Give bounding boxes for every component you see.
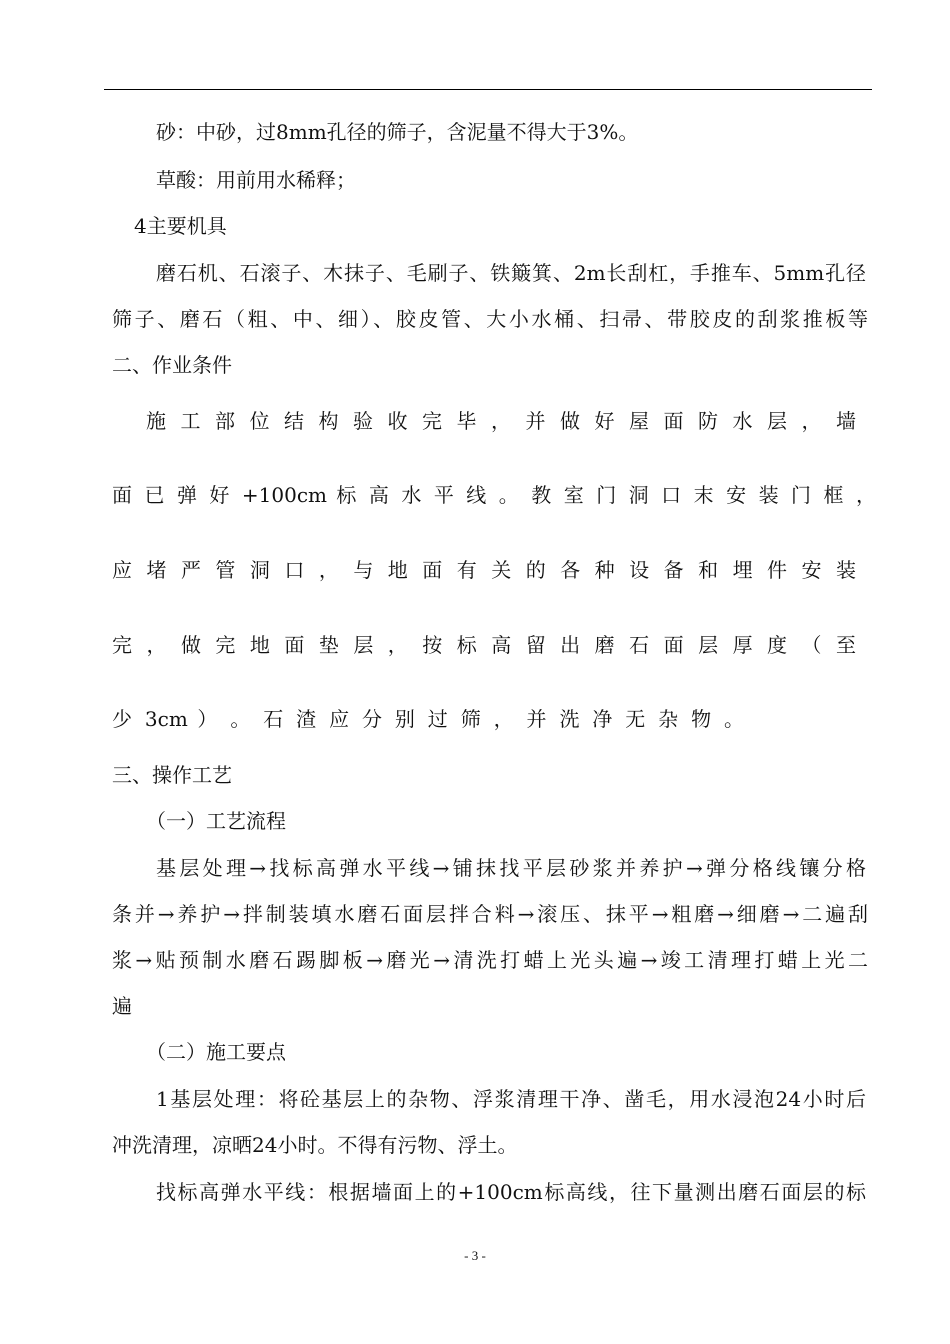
paragraph-line: 草酸：用前用水稀释； (156, 168, 356, 192)
paragraph-line: 少 3cm ） 。 石 渣 应 分 别 过 筛 ， 并 洗 净 无 杂 物 。 (112, 707, 744, 731)
section-heading: 二、作业条件 (112, 353, 232, 377)
page-number: - 3 - (464, 1248, 486, 1263)
header-rule (104, 89, 872, 90)
paragraph-line: 1基层处理：将砼基层上的杂物、浮浆清理干净、凿毛，用水浸泡24小时后 (156, 1087, 866, 1111)
paragraph-line: 条并→养护→拌制装填水磨石面层拌合料→滚压、抹平→粗磨→细磨→二遍刮 (112, 902, 868, 926)
paragraph-line: 浆→贴预制水磨石踢脚板→磨光→清洗打蜡上光头遍→竣工清理打蜡上光二 (112, 948, 868, 972)
section-heading: 三、操作工艺 (112, 763, 232, 787)
paragraph-line: 施 工 部 位 结 构 验 收 完 毕 ， 并 做 好 屋 面 防 水 层 ， 墙 (146, 409, 856, 433)
paragraph-line: 面 已 弹 好 +100cm 标 高 水 平 线 。 教 室 门 洞 口 末 安 装 门 框 ， (112, 483, 876, 507)
paragraph-line: 完 ， 做 完 地 面 垫 层 ， 按 标 高 留 出 磨 石 面 层 厚 度 （ 至 (112, 633, 856, 657)
paragraph-line: 砂：中砂，过8mm孔径的筛子，含泥量不得大于3%。 (156, 120, 639, 144)
subsection-heading: （二）施工要点 (146, 1040, 286, 1064)
paragraph-line: 遍 (112, 994, 132, 1018)
subsection-heading: （一）工艺流程 (146, 809, 286, 833)
paragraph-line: 筛子、磨石（粗、中、细）、胶皮管、大小水桶、扫帚、带胶皮的刮浆推板等 (112, 307, 868, 331)
paragraph-line: 基层处理→找标高弹水平线→铺抹找平层砂浆并养护→弹分格线镶分格 (156, 856, 866, 880)
paragraph-line: 找标高弹水平线：根据墙面上的+100cm标高线，往下量测出磨石面层的标 (156, 1180, 866, 1204)
section-heading: 4主要机具 (134, 214, 227, 238)
paragraph-line: 应 堵 严 管 洞 口 ， 与 地 面 有 关 的 各 种 设 备 和 埋 件 安 装 (112, 558, 856, 582)
paragraph-line: 磨石机、石滚子、木抹子、毛刷子、铁簸箕、2m长刮杠，手推车、5mm孔径 (156, 261, 866, 285)
paragraph-line: 冲洗清理，凉晒24小时。不得有污物、浮土。 (112, 1133, 518, 1157)
